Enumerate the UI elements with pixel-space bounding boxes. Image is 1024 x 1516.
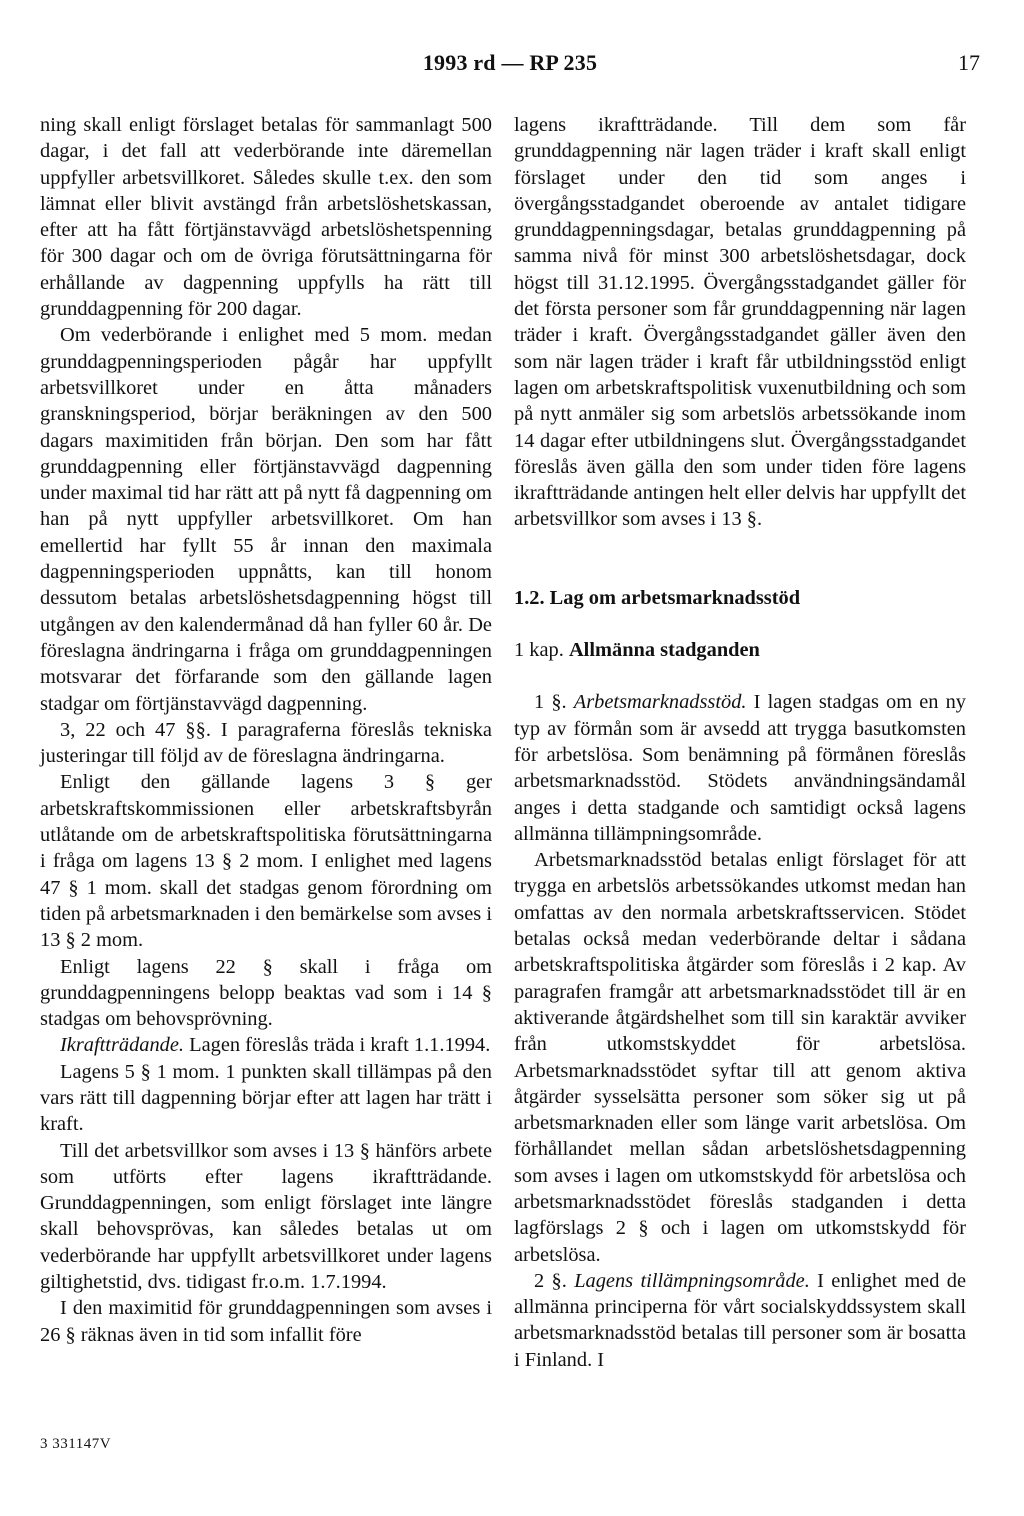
running-title: 1993 rd — RP 235 [422, 50, 598, 75]
paragraph: Till det arbetsvillkor som avses i 13 § hänförs arbete som utförts efter lagens ikraftträdande. Grunddagpenningen, som enligt förslaget inte längre skall behovsprövas, kan således betalas ut om vederbörande har uppfyllt arbetsvillkoret under lagens giltighetstid, dvs. tidigast fr.o.m. 1.7.1994. [40, 1139, 492, 1294]
left-column [40, 112, 492, 1348]
footer-signature: 3 331147V [40, 1436, 112, 1452]
page-header [40, 50, 980, 90]
paragraph [40, 1032, 492, 1058]
page-number: 17 [958, 50, 980, 75]
section-prefix: 1 §. [534, 691, 574, 714]
right-column [514, 112, 966, 1373]
italic-heading: Lagens tillämpningsområde. [574, 1269, 810, 1292]
chapter-heading [514, 637, 966, 663]
paragraph: Om vederbörande i enlighet med 5 mom. medan grunddagpenningsperioden pågår har uppfyllt arbetsvillkoret under en åtta månaders granskningsperiod, börjar beräkningen av den 500 dagars maximitiden från början. Den som har fått grunddagpenning eller förtjänstavvägd dagpenning under maximal tid har rätt att på nytt få dagpenning om han på nytt uppfyller arbetsvillkoret. Om han emellertid har fyllt 55 år innan den maximala dagpenningsperioden uppnåtts, kan till honom dessutom betalas arbetslöshetsdagpenning högst till utgången av den kalendermånad då han fyller 60 år. De föreslagna ändringarna i fråga om grunddagpenningen motsvarar det förfarande som den gällande lagen stadgar om förtjänstavvägd dagpenning. [40, 324, 492, 715]
paragraph-text: I lagen stadgas om en ny typ av förmån som är avsedd att trygga basutkomsten för arbetslösa. Som benämning på förmånen föreslås arbetsmarknadsstöd. Stödets användningsändamål anges i detta stadgande och samtidigt också lagens allmänna tillämpningsområde. [514, 691, 966, 845]
italic-heading: Ikraftträdande. [60, 1034, 185, 1057]
paragraph-text: Lagen föreslås träda i kraft 1.1.1994. [184, 1034, 491, 1057]
italic-heading: Arbetsmarknadsstöd. [573, 691, 747, 714]
paragraph: 3, 22 och 47 §§. I paragraferna föreslås tekniska justeringar till följd av de föreslagna ändringarna. [40, 718, 492, 768]
paragraph-text: I enlighet med de allmänna principerna för vårt socialskyddssystem skall arbetsmarknadsstöd betalas till personer som är bosatta i Finland. I [514, 1269, 967, 1371]
paragraph: Lagens 5 § 1 mom. 1 punkten skall tillämpas på den vars rätt till dagpenning börjar efter att lagen har trätt i kraft. [40, 1060, 492, 1136]
section-heading: 1.2. Lag om arbetsmarknadsstöd [514, 586, 801, 609]
paragraph: Enligt lagens 22 § skall i fråga om grunddagpenningens belopp beaktas vad som i 14 § stadgas om behovsprövning. [40, 955, 492, 1031]
paragraph [514, 1268, 966, 1373]
paragraph: ning skall enligt förslaget betalas för sammanlagt 500 dagar, i det fall att vederbörande inte däremellan uppfyller arbetsvillkoret. Således skulle t.ex. den som lämnat eller blivit avstängd från arbetslöshetskassan, efter att ha fått förtjänstavvägd arbetslöshetspenning för 300 dagar och om de övriga förutsättningarna för erhållande av dagpenning uppfylls ha rätt till grunddagpenning för 200 dagar. [40, 114, 492, 321]
paragraph [514, 689, 966, 847]
paragraph: lagens ikraftträdande. Till dem som får grunddagpenning när lagen träder i kraft skall enligt förslaget under den tid som anges i övergångsstadgandet oberoende av antalet tidigare grunddagpenningsdagar, betalas grunddagpenning på samma nivå för minst 300 arbetslöshetsdagar, dock högst till 31.12.1995. Övergångsstadgandet gäller för det första personer som får grunddagpenning när lagen träder i kraft. Övergångsstadgandet gäller även den som när lagen träder i kraft får utbildningsstöd enligt lagen om arbetskraftspolitisk vuxenutbildning och som på nytt anmäler sig som arbetslös arbetssökande inom 14 dagar efter utbildningens slut. Övergångsstadgandet föreslås även gälla den som under tiden före lagens ikraftträdande antingen helt eller delvis har uppfyllt det arbetsvillkor som avses i 13 §. [514, 114, 966, 531]
paragraph: Enligt den gällande lagens 3 § ger arbetskraftskommissionen eller arbetskraftsbyrån utlåtande om de arbetskraftspolitiska förutsättningarna i fråga om lagens 13 § 2 mom. I enlighet med lagens 47 § 1 mom. skall det stadgas genom förordning om tiden på arbetsmarknaden i den bemärkelse som avses i 13 § 2 mom. [40, 771, 492, 952]
paragraph: Arbetsmarknadsstöd betalas enligt förslaget för att trygga en arbetslös arbetssökandes utkomst medan han omfattas av den normala arbetskraftsservicen. Stödet betalas också medan vederbörande deltar i sådana arbetskraftspolitiska åtgärder som föreslås i 2 kap. Av paragrafen framgår att arbetsmarknadsstödet till är en aktiverande åtgärdshelhet som till sin karaktär avviker från utkomstskyddet för arbetslösa. Arbetsmarknadsstödet syftar till att genom aktiva åtgärder sysselsätta personer som söker sig ut på arbetsmarknaden eller som länge varit arbetslösa. Om förhållandet mellan sådan arbetslöshetsdagpenning som avses i lagen om utkomstskydd för arbetslösa och arbetsmarknadsstödet föreslås stadganden i detta lagförslags 2 § och i lagen om utkomstskydd för arbetslösa. [514, 849, 966, 1266]
chapter-title: Allmänna stadganden [568, 639, 760, 662]
paragraph: I den maximitid för grunddagpenningen som avses i 26 § räknas även in tid som infallit före [40, 1297, 492, 1346]
chapter-number: 1 kap. [514, 639, 564, 662]
section-prefix: 2 §. [534, 1269, 575, 1292]
